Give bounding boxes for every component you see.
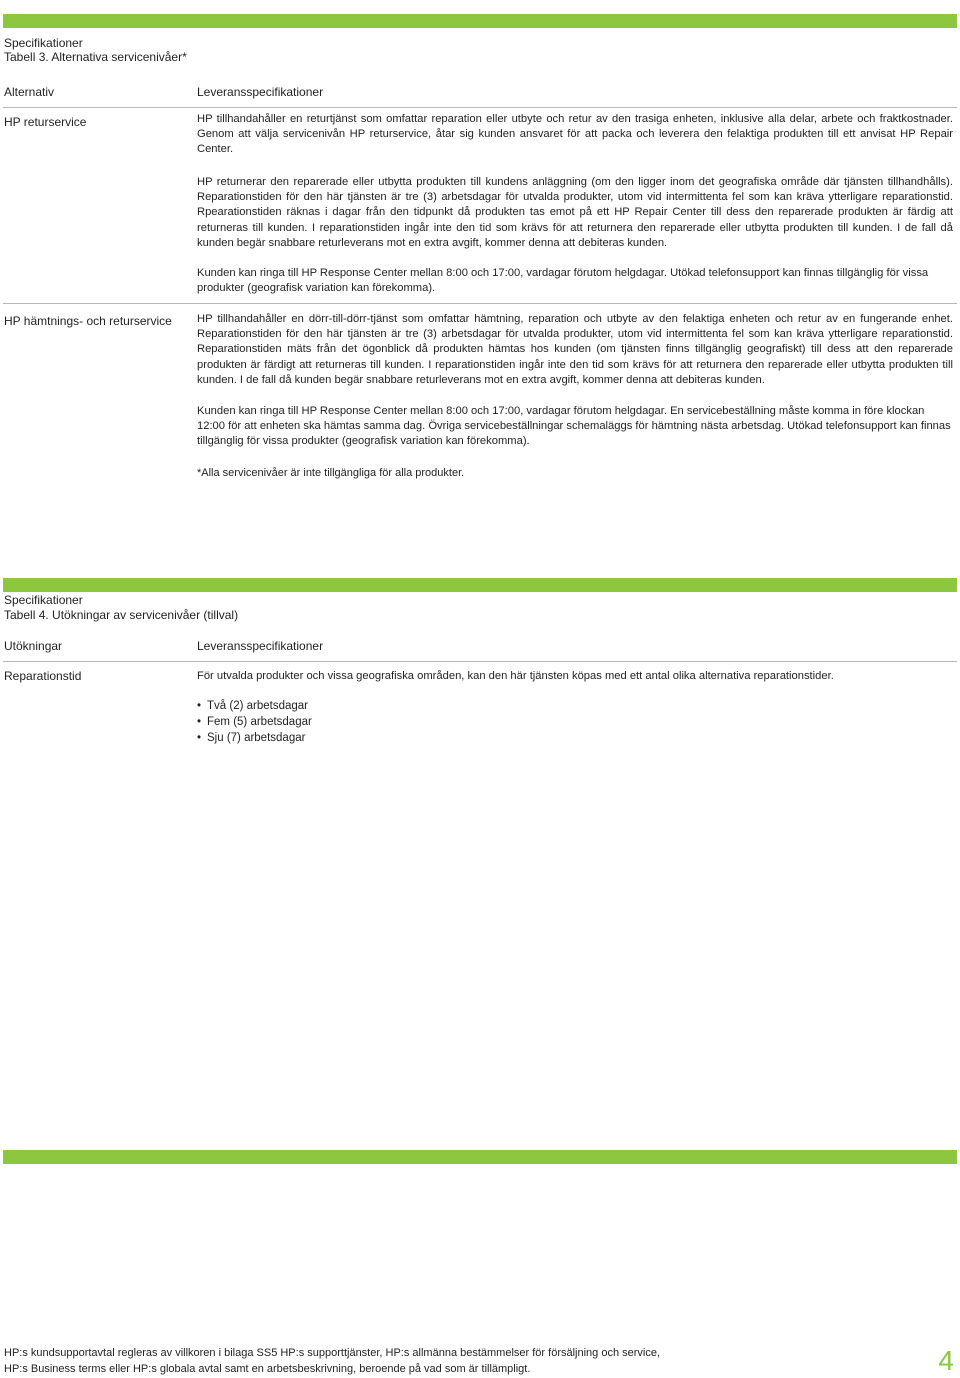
table3-row1-paragraph-1: HP tillhandahåller en returtjänst som omfattar reparation eller utbyte och retur av den trasiga enheten, inklusive alla delar, arbete och fraktkostnader. Genom att välja servicenivån HP returservice, åtar sig kunden ansvaret för att packa och leverera den felaktiga produkten till ett anvisat HP Repair Center. bbox=[197, 113, 953, 156]
table3-section-label: Specifikationer bbox=[4, 36, 83, 50]
footer-line-2: HP:s Business terms eller HP:s globala avtal samt en arbetsbeskrivning, beroende på vad som är tillämpligt. bbox=[4, 1362, 531, 1375]
table4-title: Tabell 4. Utökningar av servicenivåer (tillval) bbox=[4, 608, 239, 622]
table4-section-label: Specifikationer bbox=[4, 593, 83, 607]
table4-top-green-bar bbox=[3, 578, 957, 592]
list-item: • Två (2) arbetsdagar bbox=[197, 698, 312, 714]
table3-header-rule bbox=[3, 107, 957, 108]
table3-row1-label: HP returservice bbox=[4, 115, 87, 129]
table3-col1-header: Alternativ bbox=[4, 85, 55, 99]
table3-top-green-bar bbox=[3, 14, 957, 28]
table3-col2-header: Leveransspecifikationer bbox=[197, 85, 324, 99]
table3-row1-paragraph-3: Kunden kan ringa till HP Response Center mellan 8:00 och 17:00, vardagar förutom helgdagar. Utökad telefonsupport kan finnas tillgänglig för vissa produkter (geografisk variation kan förekomma). bbox=[197, 267, 929, 295]
footer-text bbox=[4, 1346, 884, 1377]
list-item: • Fem (5) arbetsdagar bbox=[197, 714, 312, 730]
footer-line-1: HP:s kundsupportavtal regleras av villkoren i bilaga SS5 HP:s supporttjänster, HP:s allmänna bestämmelser för försäljning och service, bbox=[4, 1347, 661, 1359]
bottom-green-bar bbox=[3, 1150, 957, 1164]
table3-footnote: *Alla servicenivåer är inte tillgängliga för alla produkter. bbox=[197, 467, 465, 479]
page-number: 4 bbox=[938, 1345, 954, 1376]
repair-time-options-list bbox=[197, 698, 312, 746]
table4-row1-paragraph-1: För utvalda produkter och vissa geografiska områden, kan den här tjänsten köpas med ett antal olika alternativa reparationstider. bbox=[197, 670, 834, 682]
list-item: • Sju (7) arbetsdagar bbox=[197, 730, 312, 746]
table4-row1-label: Reparationstid bbox=[4, 669, 82, 683]
table3-row1-paragraph-2: HP returnerar den reparerade eller utbytta produkten till kundens anläggning (om den ligger inom det geografiska område där tjänsten tillhandhålls). Reparationstiden för den här tjänsten är tre (3) arbetsdagar för utvalda produkter, utom vid intermittenta fel som kan kräva ytterligare reparationstid. Rpearationstiden räknas i dagar från den tidpunkt då produkten tas emot på ett HP Repair Center till dess den reparerade produkten är färdig att returneras till kunden. I reparationstiden ingår inte den tid som krävs för att returnera den reparerade eller utbytta produkten till kunden. I de fall då kunden begär snabbare returleverans mot en extra avgift, kommer denna att debiteras kunden. bbox=[197, 176, 953, 249]
table4-header-rule bbox=[3, 661, 957, 662]
table4-col2-header: Leveransspecifikationer bbox=[197, 639, 324, 653]
table4-col1-header: Utökningar bbox=[4, 639, 63, 653]
table3-row2-label: HP hämtnings- och returservice bbox=[4, 314, 172, 328]
table3-title: Tabell 3. Alternativa servicenivåer* bbox=[4, 50, 187, 64]
table3-row-rule bbox=[3, 303, 957, 304]
table3-row2-paragraph-1: HP tillhandahåller en dörr-till-dörr-tjänst som omfattar hämtning, reparation och utbyte av den felaktiga enheten och retur av en fungerande enhet. Reparationstiden för den här tjänsten är tre (3) arbetsdagar för utvalda produkter, utom vid intermittenta fel som kan kräva ytterligare reparationstid. Reparationstiden mäts från det ögonblick då produkten hämtas hos kunden (om tjänsten finns tillgänglig geografiskt) till dess att den reparerade produkten är färdigt att returneras till kunden. I reparationstiden ingår inte den tid som krävs för att returnera den reparerade eller utbytta produkten till kunden. I de fall då kunden begär snabbare returleverans mot en extra avgift, kommer denna att debiteras kunden. bbox=[197, 313, 953, 386]
table3-row2-paragraph-2: Kunden kan ringa till HP Response Center mellan 8:00 och 17:00, vardagar förutom helgdagar. En servicebeställning måste komma in före klockan 12:00 för att enheten ska hämtas samma dag. Övriga servicebeställningar schemaläggs för hämtning nästa arbetsdag. Utökad telefonsupport kan finnas tillgänglig för vissa produkter (geografisk variation kan förekomma). bbox=[197, 405, 951, 448]
